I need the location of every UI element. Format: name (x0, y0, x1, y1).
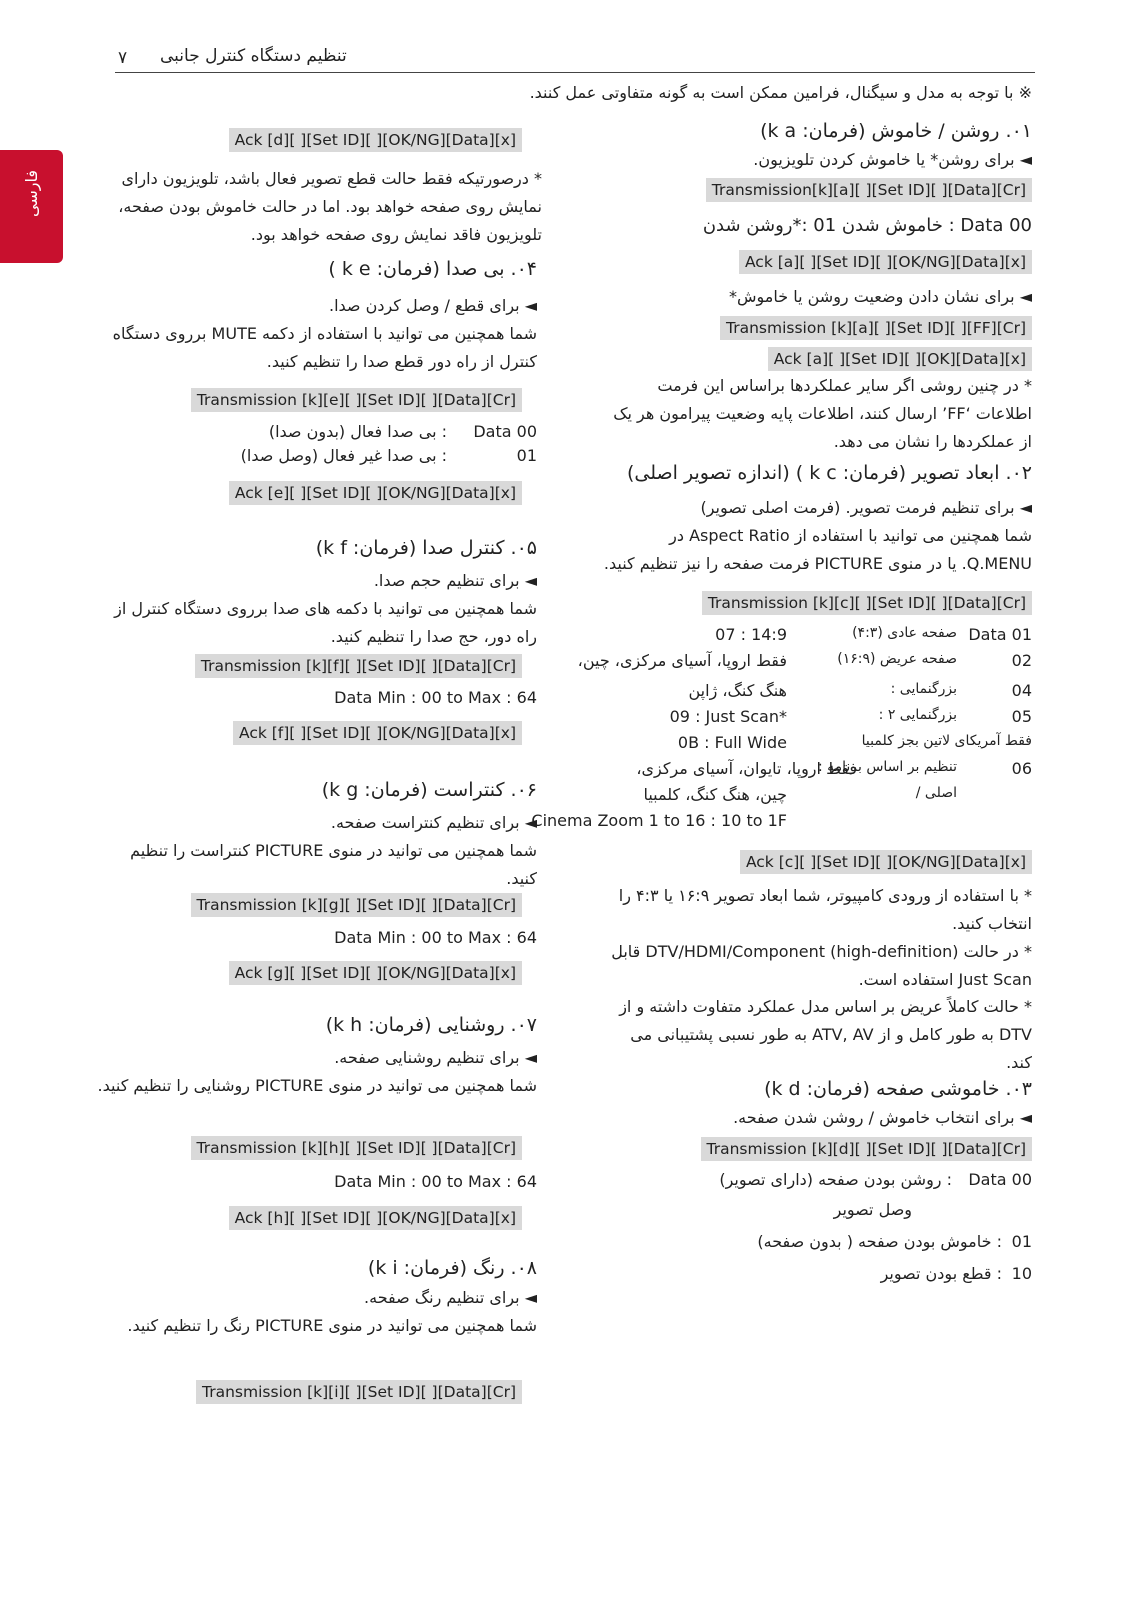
section-02-transmission: Transmission [k][c][ ][Set ID][ ][Data][Cr] (702, 591, 1032, 615)
section-03-desc: ◄ برای انتخاب خاموش / روشن شدن صفحه. (733, 1108, 1032, 1127)
section-05-data-range: Data Min : 00 to Max : 64 (334, 688, 537, 707)
header-rule (115, 72, 1035, 73)
value-row: 01 : خاموش بودن صفحه ( بدون صفحه) (757, 1232, 1032, 1251)
section-07-data-range: Data Min : 00 to Max : 64 (334, 1172, 537, 1191)
section-07-title: ۰۷. روشنایی (فرمان: k h) (325, 1014, 537, 1036)
value-row: 10 : قطع بودن تصویر (880, 1264, 1032, 1283)
value-row: فقط آمریکای لاتین بجز کلمبیا 0B : Full Wide (677, 733, 1032, 752)
section-01-transmission-ff: Transmission [k][a][ ][Set ID][ ][FF][Cr] (720, 316, 1032, 340)
section-02-desc: ◄ برای تنظیم فرمت تصویر. (فرمت اصلی تصویر) شما همچنین می توانید با استفاده از Aspect Ratio در Q.MENU. یا در منوی PICTURE فرمت صفحه را نیز تنظیم کنید. (603, 498, 1032, 573)
section-03-star-note: * درصورتیکه فقط حالت قطع تصویر فعال باشد، تلویزیون دارای نمایش روی صفحه خواهد بود. اما در حالت خاموش بودن صفحه، تلویزیون فاقد نمایش روی صفحه خواهد بود. (118, 169, 542, 244)
section-05-transmission: Transmission [k][f][ ][Set ID][ ][Data][Cr] (195, 654, 522, 678)
section-07-desc: ◄ برای تنظیم روشنایی صفحه. شما همچنین می توانید در منوی PICTURE روشنایی را تنظیم کنید. (97, 1048, 537, 1095)
section-06-ack: Ack [g][ ][Set ID][ ][OK/NG][Data][x] (229, 961, 522, 985)
section-06-desc: ◄ برای تنظیم کنتراست صفحه. شما همچنین می توانید در منوی PICTURE کنتراست را تنظیم کنید. (130, 813, 537, 888)
section-02-title: ۰۲. ابعاد تصویر (فرمان: k c ) (اندازه تصویر اصلی) (626, 462, 1032, 484)
value-row: 05 بزرگنمایی ۲ : 09 : Just Scan* (669, 707, 1032, 726)
section-05-title: ۰۵. کنترل صدا (فرمان: k f) (315, 537, 537, 559)
value-row: اصلی / چین، هنگ کنگ، کلمبیا (643, 785, 957, 804)
value-row: Data 00 : بی صدا فعال (بدون صدا) (268, 422, 537, 441)
section-05-ack: Ack [f][ ][Set ID][ ][OK/NG][Data][x] (233, 721, 522, 745)
section-01-data: Data 00 : خاموش شدن 01 :*روشن شدن (702, 215, 1032, 236)
value-row: Data 00 : روشن بودن صفحه (دارای تصویر) (719, 1170, 1032, 1189)
section-02-star1: * با استفاده از ورودی کامپیوتر، شما ابعاد تصویر ۱۶:۹ یا ۴:۳ را انتخاب کنید. (618, 886, 1032, 933)
section-06-title: ۰۶. کنتراست (فرمان: k g) (321, 779, 537, 801)
section-04-values (117, 422, 537, 470)
page-number: ۷ (118, 48, 128, 68)
section-04-transmission: Transmission [k][e][ ][Set ID][ ][Data][Cr] (191, 388, 522, 412)
section-02-ack: Ack [c][ ][Set ID][ ][OK/NG][Data][x] (740, 850, 1032, 874)
section-02-values (531, 625, 1032, 837)
value-row: 04 بزرگنمایی : هنگ کنگ، ژاپن (688, 681, 1032, 700)
section-03-title: ۰۳. خاموشی صفحه (فرمان: k d) (764, 1078, 1032, 1100)
section-06-data-range: Data Min : 00 to Max : 64 (334, 928, 537, 947)
section-03-values (612, 1170, 1032, 1296)
section-03-ack: Ack [d][ ][Set ID][ ][OK/NG][Data][x] (229, 128, 522, 152)
model-note: ※ با توجه به مدل و سیگنال، فرامین ممکن است به گونه متفاوتی عمل کنند. (529, 83, 1032, 102)
language-tab-label: فارسی (22, 170, 41, 217)
language-tab[interactable] (0, 150, 63, 263)
section-07-ack: Ack [h][ ][Set ID][ ][OK/NG][Data][x] (229, 1206, 522, 1230)
section-02-star3: * حالت کاملاً عریض بر اساس مدل عملکرد متفاوت داشته و از DTV به طور کامل و از ATV, AV به طور نسبی پشتیبانی می کند. (619, 997, 1032, 1072)
value-row: 06 تنظیم بر اساس برنامه : فقط اروپا، تایوان، آسیای مرکزی، (636, 759, 1032, 778)
section-04-ack: Ack [e][ ][Set ID][ ][OK/NG][Data][x] (229, 481, 522, 505)
section-07-transmission: Transmission [k][h][ ][Set ID][ ][Data][Cr] (191, 1136, 522, 1160)
section-01-desc2: ◄ برای نشان دادن وضعیت روشن یا خاموش* (728, 287, 1032, 306)
section-04-title: ۰۴. بی صدا (فرمان: k e ) (328, 258, 537, 280)
section-01-ack: Ack [a][ ][Set ID][ ][OK/NG][Data][x] (739, 250, 1032, 274)
value-row: 02 صفحه عریض (۱۶:۹) فقط اروپا، آسیای مرکزی، چین، (577, 651, 1032, 670)
section-05-desc: ◄ برای تنظیم حجم صدا. شما همچنین می توانید با دکمه های صدا برروی دستگاه کنترل از راه دور، حج صدا را تنظیم کنید. (114, 571, 537, 646)
section-03-transmission: Transmission [k][d][ ][Set ID][ ][Data][Cr] (701, 1137, 1032, 1161)
section-08-title: ۰۸. رنگ (فرمان: k i) (367, 1257, 537, 1279)
value-row: 01 : بی صدا غیر فعال (وصل صدا) (240, 446, 537, 465)
section-02-star2: * در حالت DTV/HDMI/Component (high-definition) قابل Just Scan استفاده است. (611, 942, 1032, 989)
section-01-title: ۰۱. روشن / خاموش (فرمان: k a) (760, 120, 1032, 142)
value-row: Cinema Zoom 1 to 16 : 10 to 1F (531, 811, 787, 830)
section-08-desc: ◄ برای تنظیم رنگ صفحه. شما همچنین می توانید در منوی PICTURE رنگ را تنظیم کنید. (127, 1288, 537, 1335)
section-01-star-note: * در چنین روشی اگر سایر عملکردها براساس این فرمت اطلاعات ‘FF’ ارسال کنند، اطلاعات پایه وضعیت پیرامون هر یک از عملکردها را نشان می دهد. (613, 376, 1032, 451)
section-01-desc: ◄ برای روشن* یا خاموش کردن تلویزیون. (753, 150, 1032, 169)
page-title: تنظیم دستگاه کنترل جانبی (160, 46, 347, 66)
section-04-desc: ◄ برای قطع / وصل کردن صدا. شما همچنین می توانید با استفاده از دکمه MUTE برروی دستگاه کنترل از راه دور قطع صدا را تنظیم کنید. (112, 296, 537, 371)
section-06-transmission: Transmission [k][g][ ][Set ID][ ][Data][Cr] (191, 893, 522, 917)
section-01-ack-ok: Ack [a][ ][Set ID][ ][OK][Data][x] (768, 347, 1032, 371)
section-01-transmission: Transmission[k][a][ ][Set ID][ ][Data][Cr] (706, 178, 1032, 202)
value-row: Data 01 صفحه عادی (۴:۳) 07 : 14:9 (715, 625, 1032, 644)
value-row: وصل تصویر (833, 1200, 912, 1219)
section-08-transmission: Transmission [k][i][ ][Set ID][ ][Data][Cr] (196, 1380, 522, 1404)
